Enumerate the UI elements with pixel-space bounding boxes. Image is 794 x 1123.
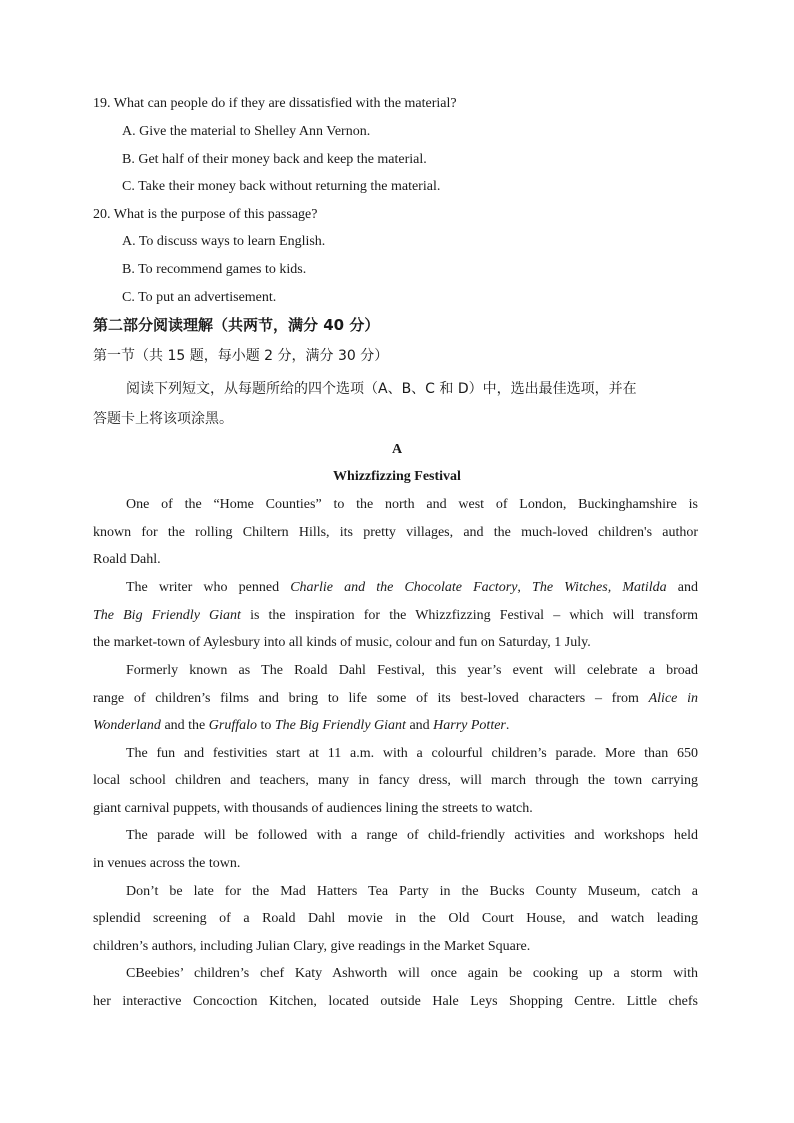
paragraph-5-line-1: The parade will be followed with a range of child-friendly activities and workshops held — [126, 828, 698, 843]
paragraph-4-line-2: local school children and teachers, many in fancy dress, will march through the town carrying — [93, 773, 698, 788]
paragraph-4-line-1: The fun and festivities start at 11 a.m. with a colourful children’s parade. More than 650 — [126, 746, 698, 761]
paragraph-2-text: is the inspiration for the Whizzfizzing Festival – which will transform — [240, 608, 698, 623]
paragraph-3-text: . — [505, 718, 510, 733]
paragraph-3-text: and the — [160, 718, 209, 733]
paragraph-2-text: The writer who penned — [126, 580, 291, 595]
paragraph-3-line-1: Formerly known as The Roald Dahl Festival, this year’s event will celebrate a broad — [126, 663, 698, 678]
paragraph-7-line-1: CBeebies’ children’s chef Katy Ashworth will once again be cooking up a storm with — [126, 966, 698, 981]
paragraph-3-text: and — [405, 718, 434, 733]
section-part-title: 第二部分阅读理解（共两节，满分 40 分） — [93, 316, 380, 334]
paragraph-1-line-3: Roald Dahl. — [93, 552, 161, 567]
book-title-charlie: Charlie and the Chocolate Factory — [290, 580, 518, 595]
paragraph-6-line-1: Don’t be late for the Mad Hatters Tea Party in the Bucks County Museum, catch a — [126, 884, 698, 899]
title-wonderland: Wonderland — [93, 718, 161, 733]
question-20-option-b: B. To recommend games to kids. — [122, 262, 307, 277]
paragraph-7-line-2: her interactive Concoction Kitchen, located outside Hale Leys Shopping Centre. Little chefs — [93, 994, 698, 1009]
section-instruction-line-1: 阅读下列短文，从每题所给的四个选项（A、B、C 和 D）中，选出最佳选项，并在 — [126, 381, 637, 397]
paragraph-6-line-2: splendid screening of a Roald Dahl movie in the Old Court House, and watch leading — [93, 911, 698, 926]
book-title-bfg: The Big Friendly Giant — [93, 608, 241, 623]
paragraph-6-line-3: children’s authors, including Julian Clary, give readings in the Market Square. — [93, 939, 531, 954]
title-alice: Alice in — [648, 691, 698, 706]
paragraph-2-text: , — [517, 580, 533, 595]
question-20-option-a: A. To discuss ways to learn English. — [122, 234, 326, 249]
section-instruction-line-2: 答题卡上将该项涂黑。 — [93, 411, 233, 427]
paragraph-3-line-2 — [93, 690, 698, 708]
question-20-stem: 20. What is the purpose of this passage? — [93, 207, 318, 222]
question-20-option-c: C. To put an advertisement. — [122, 290, 277, 305]
paragraph-2-line-1 — [126, 579, 698, 597]
book-title-witches-matilda: The Witches, Matilda — [532, 580, 667, 595]
paragraph-3-text: range of children’s films and bring to life some of its best-loved characters – from — [93, 691, 649, 706]
section-subsection-title: 第一节（共 15 题，每小题 2 分，满分 30 分） — [93, 348, 389, 364]
paragraph-2-text: and — [666, 580, 698, 595]
title-gruffalo: Gruffalo — [208, 718, 257, 733]
paragraph-2-line-2 — [93, 607, 698, 625]
question-19-option-b: B. Get half of their money back and keep the material. — [122, 152, 427, 167]
paragraph-1-line-2: known for the rolling Chiltern Hills, its pretty villages, and the much-loved children's author — [93, 525, 698, 540]
passage-title: Whizzfizzing Festival — [333, 469, 461, 484]
question-19-option-a: A. Give the material to Shelley Ann Vernon. — [122, 124, 371, 139]
paragraph-4-line-3: giant carnival puppets, with thousands of audiences lining the streets to watch. — [93, 801, 533, 816]
question-19-stem: 19. What can people do if they are dissatisfied with the material? — [93, 96, 457, 111]
paragraph-3-text: to — [257, 718, 275, 733]
question-19-option-c: C. Take their money back without returning the material. — [122, 179, 441, 194]
paragraph-2-line-3: the market-town of Aylesbury into all kinds of music, colour and fun on Saturday, 1 July. — [93, 635, 591, 650]
title-harry-potter: Harry Potter — [433, 718, 506, 733]
paragraph-5-line-2: in venues across the town. — [93, 856, 241, 871]
paragraph-1-line-1: One of the “Home Counties” to the north and west of London, Buckinghamshire is — [126, 497, 698, 512]
passage-letter: A — [391, 442, 403, 457]
paragraph-3-line-3 — [93, 717, 698, 735]
title-bfg: The Big Friendly Giant — [274, 718, 406, 733]
